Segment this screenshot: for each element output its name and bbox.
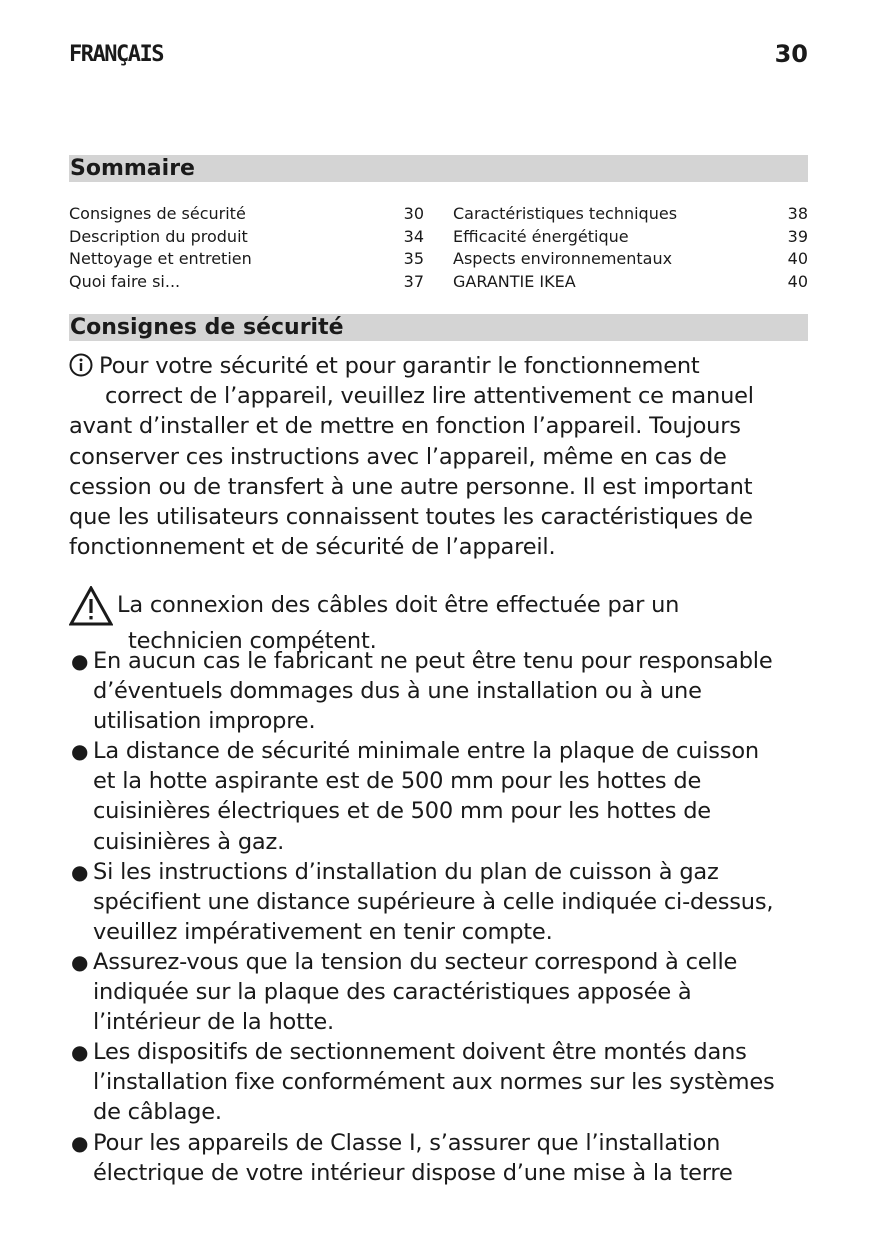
toc-entry[interactable] [453,248,808,271]
list-item: ● En aucun cas le fabricant ne peut être tenu pour responsable d’éventuels dommages dus à une installation ou à une utilisation impropre. [71,648,773,735]
toc-entry-page: 38 [787,204,808,223]
safety-bullet-list [69,646,814,1188]
toc-entry-page: 40 [787,271,808,291]
list-item: ● Pour les appareils de Classe I, s’assurer que l’installation électrique de votre intérieur dispose d’une mise à la terre [71,1129,733,1186]
list-item: ● Assurez-vous que la tension du secteur correspond à celle indiquée sur la plaque des caractéristiques apposée à l’intérieur de la hotte. [71,948,738,1036]
toc-entry[interactable] [69,271,424,294]
toc-entry-label: GARANTIE IKEA [453,271,576,291]
page-number: 30 [774,40,808,68]
bullet-icon: ● [71,1040,89,1065]
toc-entry-label: Consignes de sécurité [69,204,246,223]
toc-entry-page: 40 [787,249,808,268]
bullet-icon: ● [71,739,89,764]
toc-left-column [69,203,424,293]
intro-line: avant d’installer et de mettre en fonction l’appareil. Toujours [69,413,741,440]
safety-title: Consignes de sécurité [69,314,808,341]
toc-entry-page: 39 [787,226,808,246]
toc-entry-page: 35 [403,249,424,268]
toc-entry[interactable] [453,226,808,249]
toc-entry-page: 30 [403,204,424,223]
warning-triangle-icon [69,586,113,626]
intro-line: fonctionnement et de sécurité de l’appareil. [69,534,556,561]
toc-entry[interactable] [69,226,424,249]
toc-entry[interactable] [453,271,808,294]
intro-line: Pour votre sécurité et pour garantir le fonctionnement [69,351,809,381]
toc-entry[interactable] [69,203,424,226]
info-icon [69,353,93,377]
intro-line: cession ou de transfert à une autre personne. Il est important [69,473,753,500]
toc-entry-page: 37 [403,271,424,291]
intro-line: conserver ces instructions avec l’appareil, même en cas de [69,443,727,470]
intro-line: correct de l’appareil, veuillez lire attentivement ce manuel [105,383,754,410]
warning-line: technicien compétent. [128,628,377,654]
toc-entry-page: 34 [403,226,424,246]
bullet-icon: ● [71,1130,89,1155]
toc-entry-label: Nettoyage et entretien [69,249,252,268]
page-header [69,40,808,76]
toc-entry[interactable] [69,248,424,271]
list-item: ● Si les instructions d’installation du plan de cuisson à gaz spécifient une distance supérieure à celle indiquée ci-dessus, veuillez impérativement en tenir compte. [71,858,774,945]
toc-entry-label: Description du produit [69,226,248,246]
bullet-icon: ● [71,949,89,974]
toc-entry-label: Caractéristiques techniques [453,204,678,223]
toc-entry-label: Efficacité énergétique [453,226,629,246]
safety-intro-paragraph [69,351,809,562]
bullet-icon: ● [71,649,89,673]
toc-entry-label: Quoi faire si... [69,271,181,291]
language-label: FRANÇAIS [69,42,163,67]
list-item: ● Les dispositifs de sectionnement doivent être montés dans l’installation fixe conformément aux normes sur les systèmes de câblage. [71,1039,775,1126]
intro-line: que les utilisateurs connaissent toutes les caractéristiques de [69,504,753,531]
toc-right-column [453,203,808,293]
toc-entry[interactable] [453,203,808,226]
toc-entry-label: Aspects environnementaux [453,249,673,268]
warning-line: La connexion des câbles doit être effectuée par un [69,586,809,626]
summary-title: Sommaire [69,155,808,182]
list-item: ● La distance de sécurité minimale entre la plaque de cuisson et la hotte aspirante est de 500 mm pour les hottes de cuisinières électriques et de 500 mm pour les hottes de cuisinières à gaz. [71,738,759,855]
bullet-icon: ● [71,859,89,884]
